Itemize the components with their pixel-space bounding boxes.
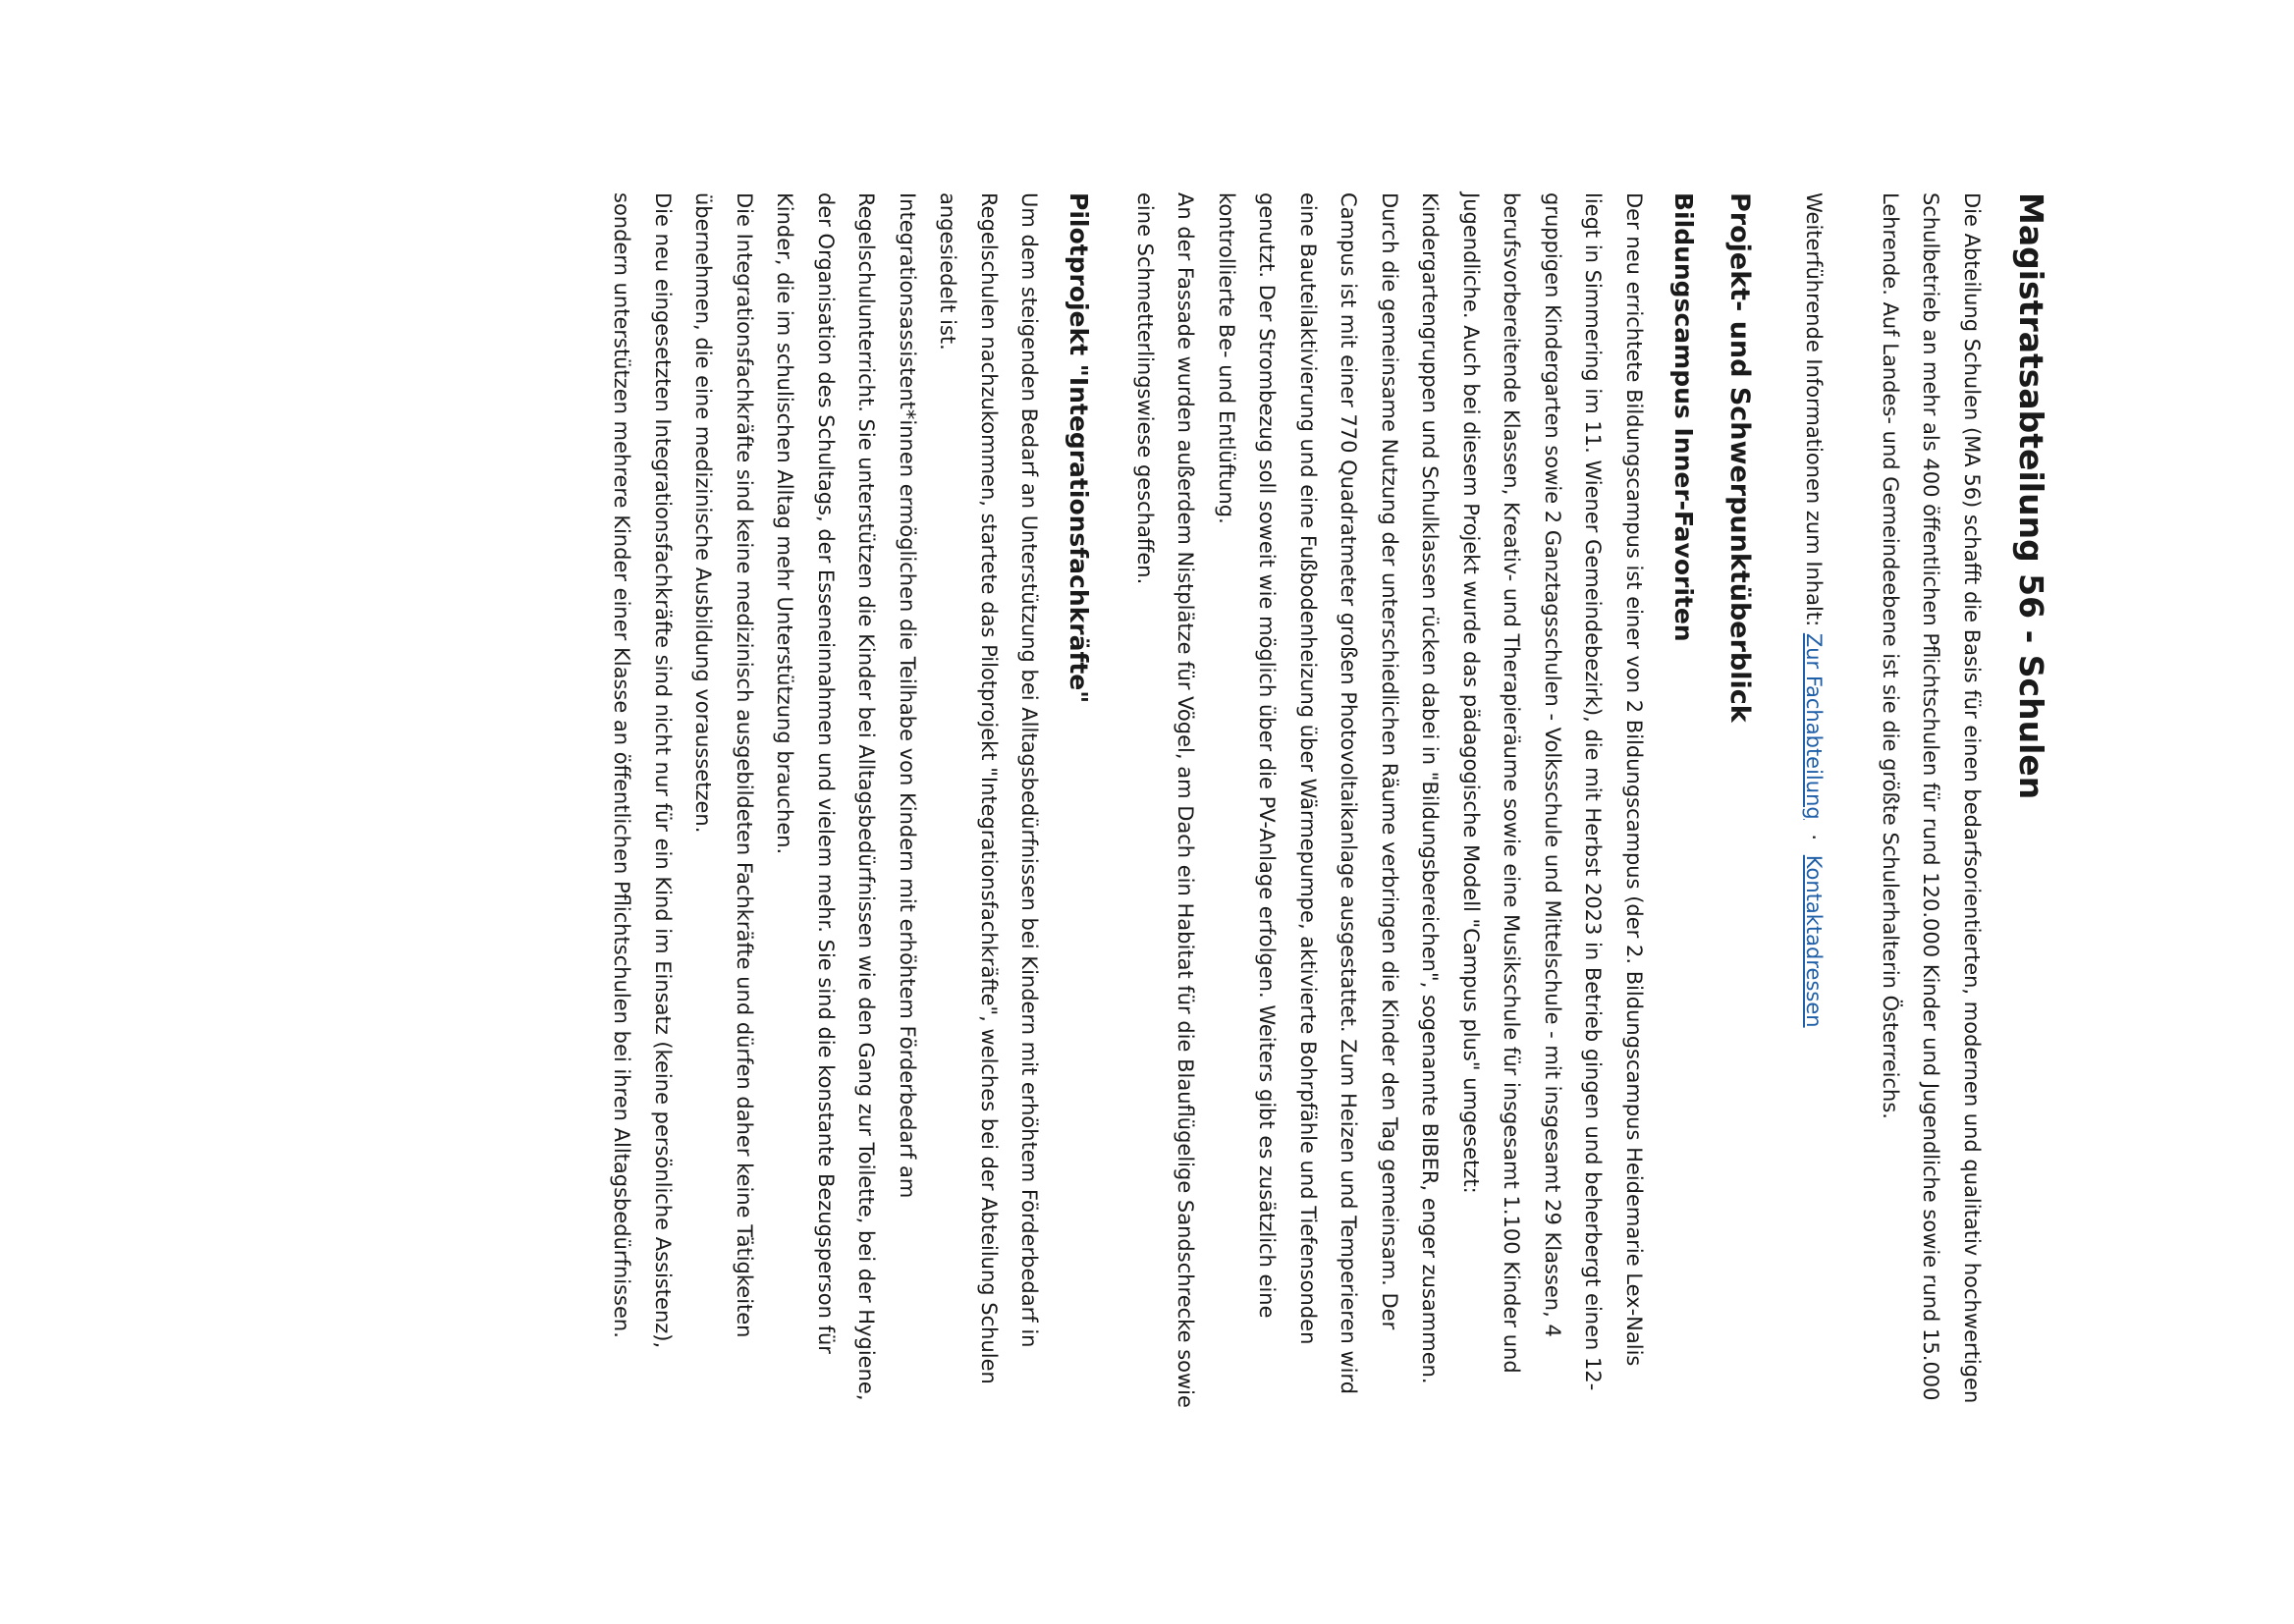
section-heading-pilotprojekt: Pilotprojekt "Integrationsfachkräfte"	[1065, 192, 1094, 704]
link-fachabteilung[interactable]: Zur Fachabteilung	[1802, 632, 1827, 820]
intro-paragraph: Die Abteilung Schulen (MA 56) schafft die Basis für einen bedarfsorientierten, modernen und qualitativ hochwertigen Schulbetrieb an mehr als 400 öffentlichen Pflichtschulen für rund 120.000 Kinder und Jugendliche sowie rund 15.000 Lehrende. Auf Landes- und Gemeindeebene ist sie die größte Schulerhalterin Österreichs.	[1879, 192, 1984, 1404]
pilot-paragraph-3: Die Integrationsfachkräfte sind keine medizinisch ausgebildeten Fachkräfte und dürfen daher keine Tätigkeiten übernehmen, die eine medizinische Ausbildung voraussetzen.	[691, 192, 756, 1338]
pilot-paragraph-2: Integrationsassistent*innen ermöglichen die Teilhabe von Kindern mit erhöhtem Förderbedarf am Regelschulunterricht. Sie unterstützen die Kinder bei Alltagsbedürfnissen wie den Gang zur Toilette, bei der Hygiene, der Organisation des Schultags, der Esseneinnahmen und vielem mehr. Sie sind die konstante Bezugsperson für Kinder, die im schulischen Alltag mehr Unterstützung brauchen.	[773, 192, 919, 1401]
pilot-paragraph-1: Um dem steigenden Bedarf an Unterstützung bei Alltagsbedürfnissen bei Kindern mit erhöhtem Förderbedarf in Regelschulen nachzukommen, startete das Pilotprojekt "Integrationsfachkräfte", welches bei der Abteilung Schulen angesiedelt ist.	[936, 192, 1042, 1384]
page-title: Magistratsabteilung 56 - Schulen	[2012, 192, 2050, 800]
section-heading-bildungscampus: Bildungscampus Inner-Favoriten	[1669, 192, 1698, 642]
bildungscampus-paragraph-1: Der neu errichtete Bildungscampus ist einer von 2 Bildungscampus (der 2. Bildungscampus Heidemarie Lex-Nalis liegt in Simmering im 11. Wiener Gemeindebezirk), die mit Herbst 2023 in Betrieb gingen und beherbergt einen 12-gruppigen Kindergarten sowie 2 Ganztagsschulen - Volksschule und Mittelschule - mit insgesamt 29 Klassen, 4 berufsvorbereitende Klassen, Kreativ- und Therapieräume sowie eine Musikschule für insgesamt 1.100 Kinder und Jugendliche. Auch bei diesem Projekt wurde das pädagogische Modell "Campus plus" umgesetzt: Kindergartengruppen und Schulklassen rücken dabei in "Bildungsbereichen", sogenannte BIBER, enger zusammen. Durch die gemeinsame Nutzung der unterschiedlichen Räume verbringen die Kinder den Tag gemeinsam. Der Campus ist mit einer 770 Quadratmeter großen Photovoltaikanlage ausgestattet. Zum Heizen und Temperieren wird eine Bauteilaktivierung und eine Fußbodenheizung über Wärmepumpe, aktivierte Bohrpfähle und Tiefensonden genutzt. Der Strombezug soll soweit wie möglich über die PV-Anlage erfolgen. Weiters gibt es zusätzlich eine kontrollierte Be- und Entlüftung.	[1215, 192, 1646, 1395]
section-heading-overview: Projekt- und Schwerpunktüberblick	[1724, 192, 1755, 723]
further-info-links	[1793, 192, 1834, 1410]
bildungscampus-paragraph-2: An der Fassade wurden außerdem Nistplätze für Vögel, am Dach ein Habitat für die Blauflügelige Sandschrecke sowie eine Schmetterlingswiese geschaffen.	[1133, 192, 1198, 1408]
further-info-prefix: Weiterführende Informationen zum Inhalt:	[1802, 192, 1827, 627]
document-content	[601, 192, 2052, 1410]
link-separator: ·	[1802, 834, 1827, 841]
pilot-paragraph-4: Die neu eingesetzten Integrationsfachkräfte sind nicht nur für ein Kind im Einsatz (keine persönliche Assistenz), sondern unterstützen mehrere Kinder einer Klasse an öffentlichen Pflichtschulen bei ihren Alltagsbedürfnissen.	[610, 192, 675, 1349]
link-kontaktadressen[interactable]: Kontaktadressen	[1802, 854, 1827, 1028]
